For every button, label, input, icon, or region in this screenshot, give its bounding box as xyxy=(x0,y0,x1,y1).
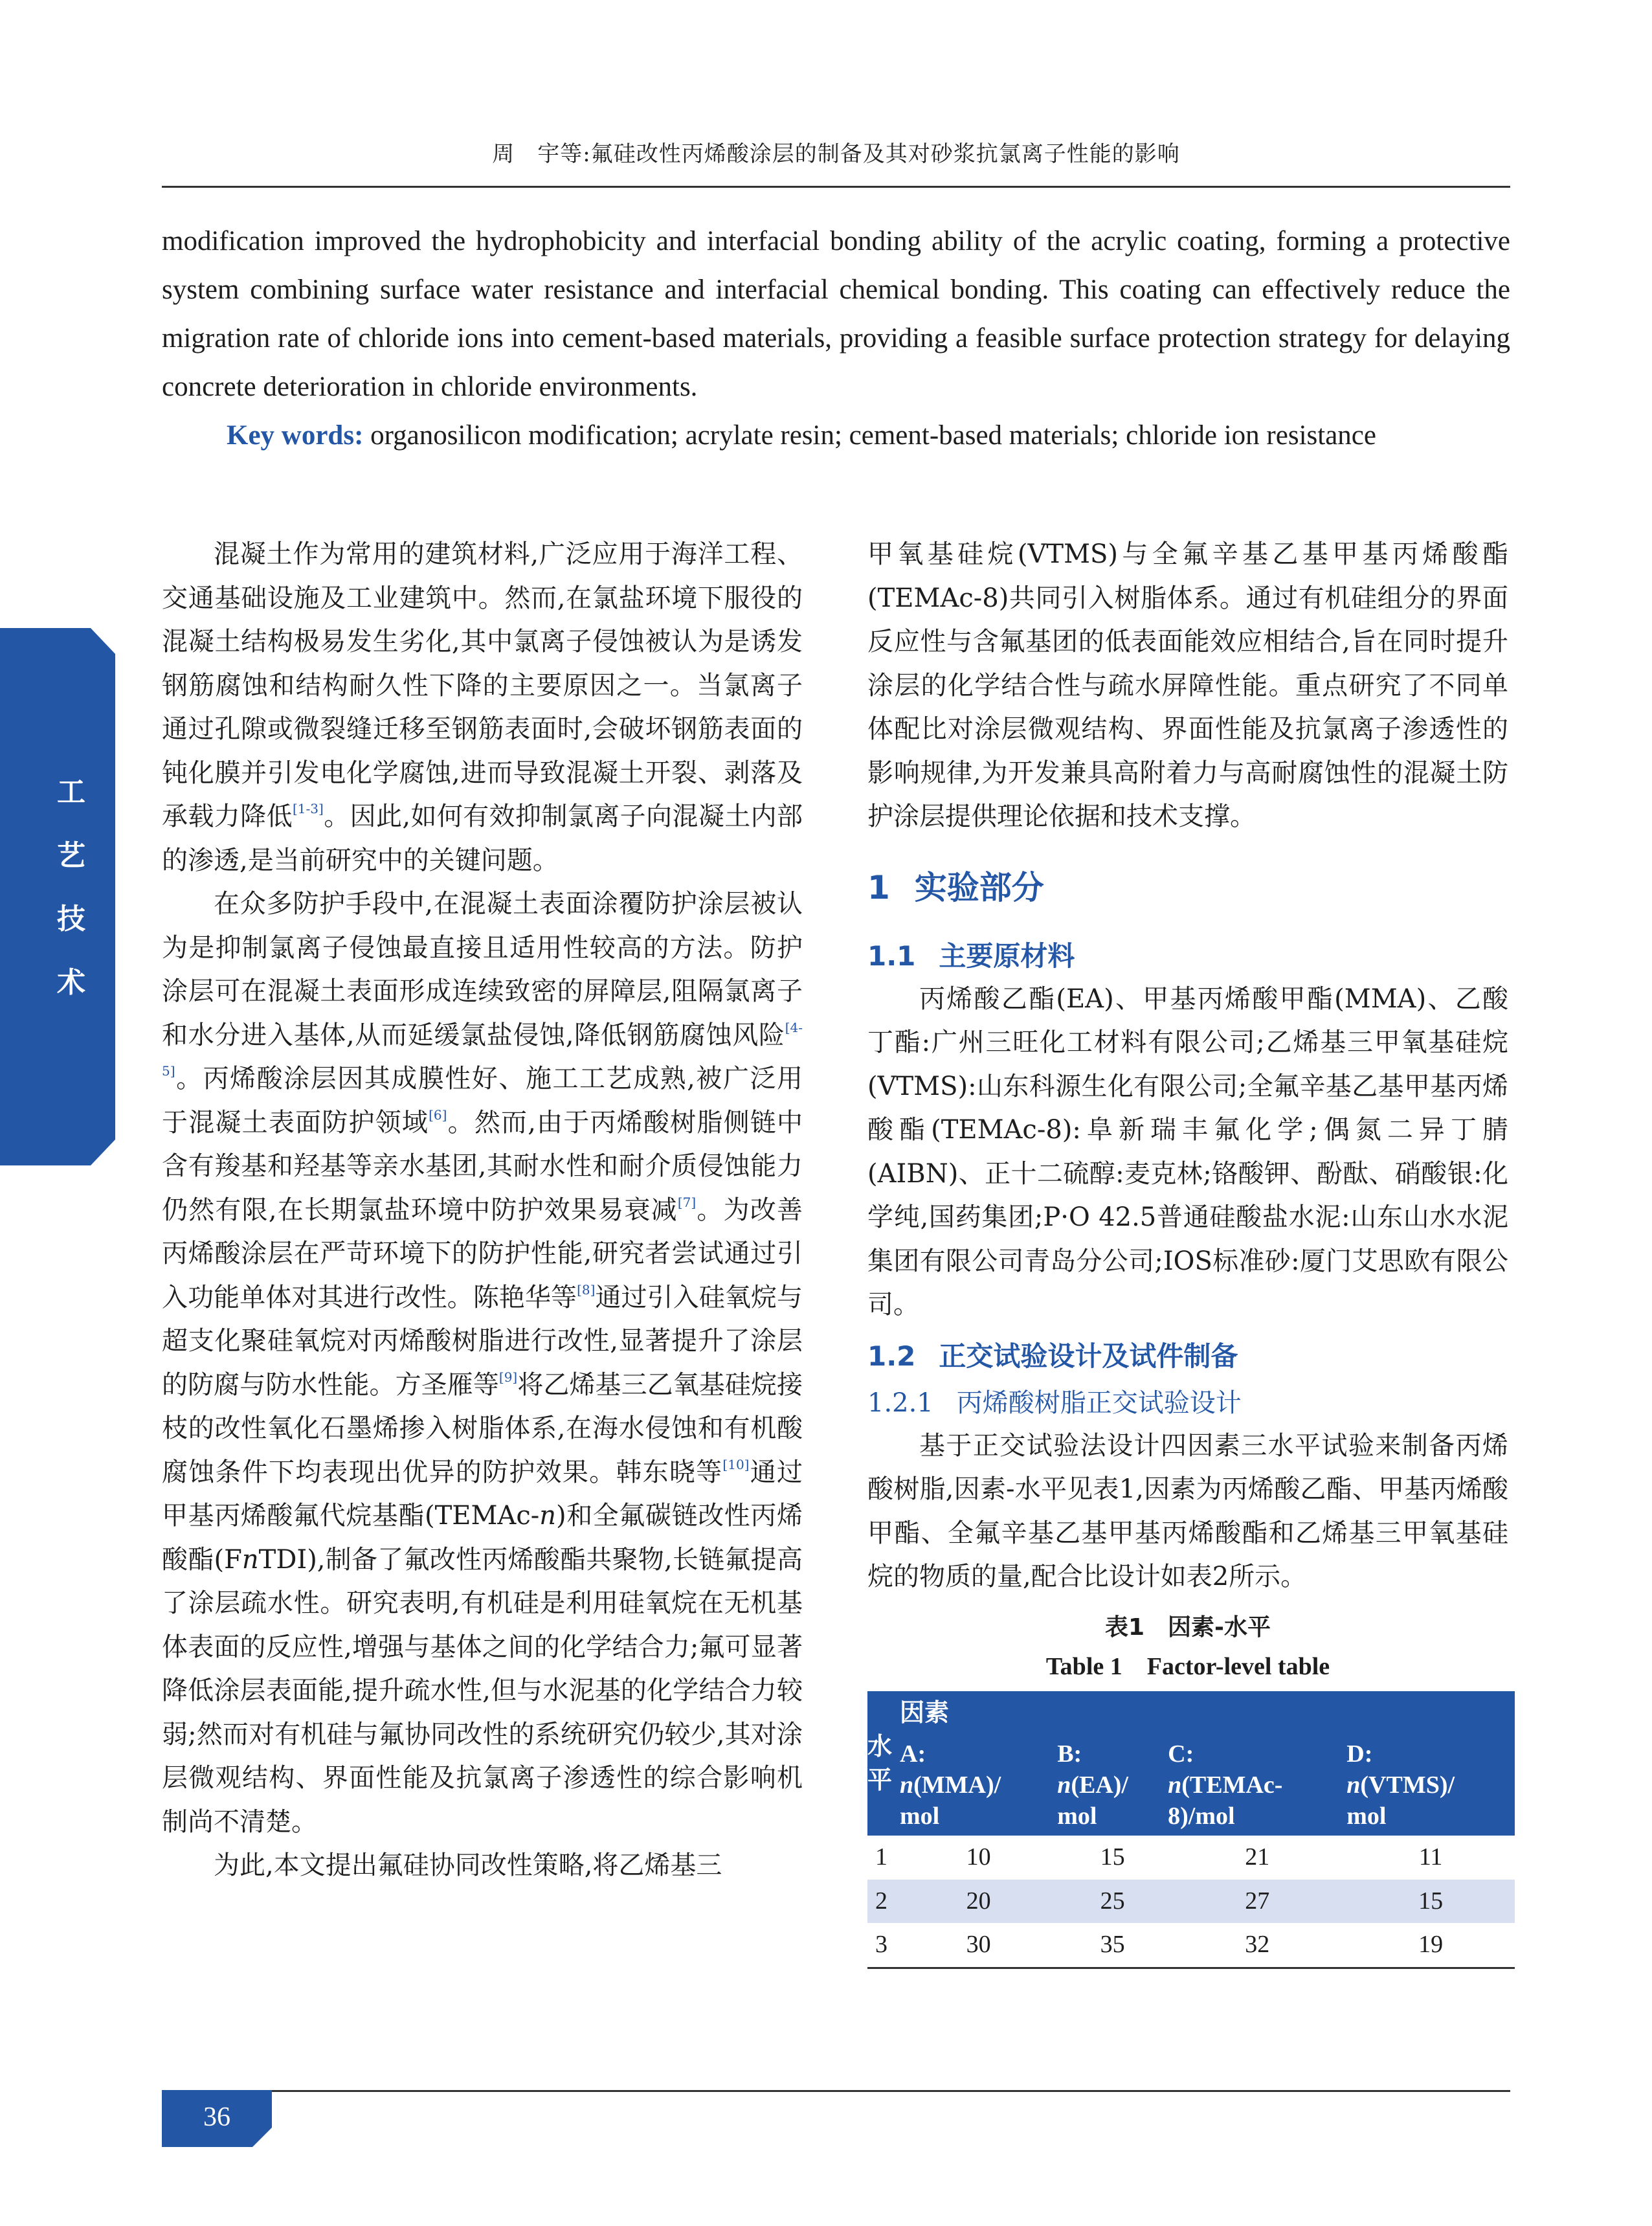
table-cell: 25 xyxy=(1057,1880,1168,1924)
section-heading-1-1: 1.1 主要原材料 xyxy=(867,939,1075,972)
running-header: 周 宇等:氟硅改性丙烯酸涂层的制备及其对砂浆抗氯离子性能的影响 xyxy=(492,141,1180,167)
table-cell: 19 xyxy=(1346,1923,1515,1968)
section-heading-1: 1 实验部分 xyxy=(867,868,1044,906)
paragraph-intro-3-cont: 甲氧基硅烷(VTMS)与全氟辛基乙基甲基丙烯酸酯(TEMAc-8)共同引入树脂体系。通过有机硅组分的界面反应性与含氟基团的低表面能效应相结合,旨在同时提升涂层的化学结合性与疏水屏障性能。重点研究了不同单体配比对涂层微观结构、界面性能及抗氯离子渗透性的影响规律,为开发兼具高附着力与高耐腐蚀性的混凝土防护涂层提供理论依据和技术支撑。 xyxy=(867,539,1508,831)
table-caption-en: Table 1 Factor-level table xyxy=(1045,1652,1330,1680)
paragraph-intro-3-start: 为此,本文提出氟硅协同改性策略,将乙烯基三 xyxy=(214,1850,722,1880)
footer-rule xyxy=(162,2090,1510,2092)
abstract-block xyxy=(162,217,1510,460)
citation[interactable]: [6] xyxy=(429,1107,447,1123)
table-cell: 15 xyxy=(1346,1880,1515,1924)
table-header-factor: 因素 xyxy=(900,1691,1515,1735)
section-heading-1-2-1: 1.2.1 丙烯酸树脂正交试验设计 xyxy=(867,1388,1242,1418)
table-header-col: B: n(EA)/ mol xyxy=(1057,1735,1168,1836)
abstract-text: modification improved the hydrophobicity and interfacial bonding ability of the acrylic coating, forming a protective system combining surface water resistance and interfacial chemical bonding. This coating can effectively reduce the migration rate of chloride ions into cement-based materials, providing a feasible surface protection strategy for delaying concrete deterioration in chloride environments. xyxy=(162,226,1510,402)
table-cell: 1 xyxy=(875,1843,887,1871)
table-cell: 30 xyxy=(900,1923,1057,1968)
paragraph-design: 基于正交试验法设计四因素三水平试验来制备丙烯酸树脂,因素-水平见表1,因素为丙烯酸乙酯、甲基丙烯酸甲酯、全氟辛基乙基甲基丙烯酸酯和乙烯基三甲氧基硅烷的物质的量,配合比设计如表2所示。 xyxy=(867,1430,1508,1591)
table-cell: 3 xyxy=(867,1923,900,1968)
side-tab-label: 工艺技术 xyxy=(57,776,85,999)
table-cell: 32 xyxy=(1168,1923,1346,1968)
paragraph-intro-1: 混凝土作为常用的建筑材料,广泛应用于海洋工程、交通基础设施及工业建筑中。然而,在氯盐环境下服役的混凝土结构极易发生劣化,其中氯离子侵蚀被认为是诱发钢筋腐蚀和结构耐久性下降的主要原因之一。当氯离子通过孔隙或微裂缝迁移至钢筋表面时,会破坏钢筋表面的钝化膜并引发电化学腐蚀,进而导致混凝土开裂、剥落及承载力降低[1-3]。因此,如何有效抑制氯离子向混凝土内部的渗透,是当前研究中的关键问题。 xyxy=(162,539,803,875)
table-row xyxy=(867,1880,1515,1924)
citation[interactable]: [9] xyxy=(498,1369,518,1385)
table-cell: 27 xyxy=(1168,1880,1346,1924)
table-row xyxy=(867,1923,1515,1968)
table-header-col: C: n(TEMAc- 8)/mol xyxy=(1168,1735,1346,1836)
citation[interactable]: [1-3] xyxy=(292,801,324,816)
factor-level-table xyxy=(867,1691,1515,1969)
page-number: 36 xyxy=(203,2102,230,2132)
header-rule xyxy=(162,186,1510,188)
citation[interactable]: [7] xyxy=(677,1194,697,1210)
paragraph-intro-2: 在众多防护手段中,在混凝土表面涂覆防护涂层被认为是抑制氯离子侵蚀最直接且适用性较高的方法。防护涂层可在混凝土表面形成连续致密的屏障层,阻隔氯离子和水分进入基体,从而延缓氯盐侵蚀,降低钢筋腐蚀风险[4-5]。丙烯酸涂层因其成膜性好、施工工艺成熟,被广泛用于混凝土表面防护领域[6]。然而,由于丙烯酸树脂侧链中含有羧基和羟基等亲水基团,其耐水性和耐介质侵蚀能力仍然有限,在长期氯盐环境中防护效果易衰减[7]。为改善丙烯酸涂层在严苛环境下的防护性能,研究者尝试通过引入功能单体对其进行改性。陈艳华等[8]通过引入硅氧烷与超支化聚硅氧烷对丙烯酸树脂进行改性,显著提升了涂层的防腐与防水性能。方圣雁等[9]将乙烯基三乙氧基硅烷接枝的改性氧化石墨烯掺入树脂体系,在海水侵蚀和有机酸腐蚀条件下均表现出优异的防护效果。韩东晓等[10]通过甲基丙烯酸氟代烷基酯(TEMAc-n)和全氟碳链改性丙烯酸酯(FnTDI),制备了氟改性丙烯酸酯共聚物,长链氟提高了涂层疏水性。研究表明,有机硅是利用硅氧烷在无机基体表面的反应性,增强与基体之间的化学结合力;氟可显著降低涂层表面能,提升疏水性,但与水泥基的化学结合力较弱;然而对有机硅与氟协同改性的系统研究仍较少,其对涂层微观结构、界面性能及抗氯离子渗透性的综合影响机制尚不清楚。 xyxy=(162,889,803,1837)
right-column xyxy=(867,533,1508,1969)
citation[interactable]: [4-5] xyxy=(162,1019,803,1079)
table-cell: 11 xyxy=(1418,1843,1443,1871)
table-row xyxy=(867,1836,1515,1880)
table-cell: 20 xyxy=(900,1880,1057,1924)
paragraph-materials: 丙烯酸乙酯(EA)、甲基丙烯酸甲酯(MMA)、乙酸丁酯:广州三旺化工材料有限公司;乙烯基三甲氧基硅烷(VTMS):山东科源生化有限公司;全氟辛基乙基甲基丙烯酸酯(TEMAc-8):阜新瑞丰氟化学;偶氮二异丁腈(AIBN)、正十二硫醇:麦克林;铬酸钾、酚酞、硝酸银:化学纯,国药集团;P·O 42.5普通硅酸盐水泥:山东山水水泥集团有限公司青岛分公司;IOS标准砂:厦门艾思欧有限公司。 xyxy=(867,984,1508,1320)
table-cell: 10 xyxy=(966,1843,991,1871)
section-heading-1-2: 1.2 正交试验设计及试件制备 xyxy=(867,1340,1238,1372)
table-cell: 15 xyxy=(1100,1843,1125,1871)
table-header-level: 水平 xyxy=(867,1691,900,1836)
left-column xyxy=(162,533,803,1888)
table-cell: 2 xyxy=(867,1880,900,1924)
keywords-line xyxy=(162,411,1510,460)
keywords-label: Key words: xyxy=(227,420,364,451)
keywords-text: organosilicon modification; acrylate resin; cement-based materials; chloride ion resistance xyxy=(370,420,1376,451)
table-header-col: D: n(VTMS)/ mol xyxy=(1346,1735,1515,1836)
table-cell: 21 xyxy=(1245,1843,1270,1871)
table-header-col: A: n(MMA)/ mol xyxy=(900,1735,1057,1836)
table-cell: 35 xyxy=(1057,1923,1168,1968)
citation[interactable]: [10] xyxy=(722,1456,750,1472)
citation[interactable]: [8] xyxy=(577,1281,596,1298)
table-caption-cn: 表1 因素-水平 xyxy=(1105,1613,1271,1641)
